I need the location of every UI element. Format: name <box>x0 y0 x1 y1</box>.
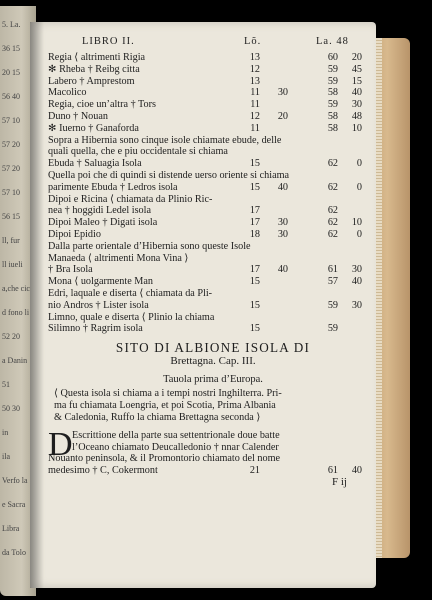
place-name: † Bra Isola <box>48 264 93 276</box>
coordinate-value: 58 <box>327 122 338 134</box>
table-row <box>48 194 378 206</box>
place-name: Sopra a Hibernia sono cinque isole chiamate ebude, delle <box>48 134 282 146</box>
facing-page-text: Verfo la <box>2 476 28 485</box>
coordinate-value: 13 <box>249 52 260 63</box>
table-row <box>48 64 378 76</box>
place-name: Dipoi e Ricina ⟨ chiamata da Plinio Ric- <box>48 193 213 205</box>
facing-page-text: 50 30 <box>2 404 20 413</box>
facing-page-text: 57 20 <box>2 140 20 149</box>
table-row <box>48 229 378 241</box>
place-name: Labero † Amprestom <box>48 75 135 87</box>
coordinate-value: 40 <box>351 465 362 477</box>
description-line-text: medesimo † C, Cokermont <box>48 465 158 477</box>
place-name: Duno † Nouan <box>48 110 108 122</box>
table-row <box>48 52 378 64</box>
table-row <box>48 99 378 111</box>
coordinate-value: 62 <box>327 228 338 240</box>
coordinate-value: 62 <box>327 205 338 217</box>
coordinate-table-3 <box>48 217 378 241</box>
table-row <box>48 76 378 88</box>
facing-page-text: 20 15 <box>2 68 20 77</box>
facing-page-text: ll iueli <box>2 260 23 269</box>
gutter-shadow <box>30 22 44 588</box>
coordinate-value: 60 <box>327 52 338 63</box>
coordinate-value: 15 <box>249 158 260 170</box>
coordinate-value: 17 <box>249 205 260 217</box>
coordinate-value: 30 <box>351 264 362 276</box>
coordinate-value: 11 <box>250 87 260 99</box>
coordinate-value: 11 <box>250 99 260 111</box>
coordinate-value: 21 <box>249 465 260 477</box>
coordinate-value: 0 <box>356 158 362 170</box>
place-name: nea † hoggidi Ledel isola <box>48 205 151 217</box>
coordinate-value: 40 <box>351 87 362 99</box>
facing-page-text: Libra <box>2 524 20 533</box>
running-header <box>48 36 378 50</box>
coordinate-value: 11 <box>250 122 260 134</box>
table-row <box>48 300 378 312</box>
signature-mark: F ij <box>332 475 347 488</box>
facing-page-text: 5. La. <box>2 20 21 29</box>
table-row <box>48 123 378 135</box>
place-name: Regia ⟨ altrimenti Rigia <box>48 52 146 63</box>
chapter-intro <box>48 388 378 423</box>
coordinate-value: 59 <box>327 99 338 111</box>
coordinate-value: 20 <box>277 110 288 122</box>
facing-page-text: ll, fur <box>2 236 20 245</box>
intro-line: & Caledonia, Ruffo la chiama Brettagna seconda ⟩ <box>54 411 261 423</box>
facing-page-text: 36 15 <box>2 44 20 53</box>
chapter-subtitle: Brettagna. Cap. III. <box>170 355 256 368</box>
table-row <box>48 170 378 182</box>
facing-page-text: 57 10 <box>2 116 20 125</box>
coordinate-value: 17 <box>249 217 260 229</box>
facing-page-text: e Sacra <box>2 500 26 509</box>
table-row <box>48 253 378 265</box>
coordinate-value: 30 <box>277 87 288 99</box>
table-row <box>48 205 378 217</box>
facing-page-text: 57 20 <box>2 164 20 173</box>
facing-page-text: 52 20 <box>2 332 20 341</box>
facing-page-text: 56 15 <box>2 212 20 221</box>
coordinate-value: 61 <box>327 465 338 477</box>
coordinate-value: 13 <box>249 75 260 87</box>
place-name: Limno, quale e diserta ⟨ Plinio la chiama <box>48 311 215 323</box>
header-la: La. 48 <box>316 36 349 47</box>
place-name: Manaeda ⟨ altrimenti Mona Vina ⟩ <box>48 252 189 264</box>
facing-page-text: 57 10 <box>2 188 20 197</box>
tavola-heading: Tauola prima d’Europa. <box>163 373 263 385</box>
paragraph-eastern-isles <box>48 241 378 265</box>
coordinate-value: 30 <box>277 217 288 229</box>
coordinate-value: 59 <box>327 75 338 87</box>
paragraph-ricina <box>48 194 378 218</box>
coordinate-value: 58 <box>327 87 338 99</box>
place-name: Quella poi che di quindi si distende uerso oriente si chiama <box>48 169 290 181</box>
description-line <box>48 465 378 477</box>
coordinate-value: 59 <box>327 63 338 75</box>
intro-line: ⟨ Questa isola si chiama a i tempi nostri Inghilterra. Pri- <box>54 388 282 400</box>
coordinate-value: 40 <box>277 181 288 193</box>
coordinate-value: 30 <box>351 99 362 111</box>
table-row <box>48 288 378 300</box>
description-block <box>48 425 378 477</box>
facing-page-text: 51 <box>2 380 10 389</box>
coordinate-value: 15 <box>351 75 362 87</box>
coordinate-value: 57 <box>327 276 338 288</box>
table-row <box>48 264 378 276</box>
table-row <box>48 241 378 253</box>
paragraph-ebude <box>48 135 378 159</box>
coordinate-value: 62 <box>327 181 338 193</box>
coordinate-value: 12 <box>249 63 260 75</box>
coordinate-value: 15 <box>249 181 260 193</box>
paragraph-ebuda <box>48 170 378 194</box>
intro-line: ma fu chiamata Loengria, et poi Scotia, Prima Albania <box>54 400 276 412</box>
facing-page-text: a,che cic <box>2 284 30 293</box>
facing-page-text: in <box>2 428 9 437</box>
coordinate-value: 45 <box>351 63 362 75</box>
table-row <box>48 146 378 158</box>
coordinate-value: 40 <box>277 264 288 276</box>
coordinate-value: 48 <box>351 110 362 122</box>
coordinate-value: 15 <box>249 276 260 288</box>
paragraph-edri <box>48 288 378 312</box>
description-line <box>48 453 378 465</box>
table-row <box>48 135 378 147</box>
place-name: Dipoi Maleo † Digati isola <box>48 217 158 229</box>
table-row <box>48 87 378 99</box>
place-name: Regia, cioe un’altra † Tors <box>48 99 157 111</box>
facing-page-text: a Danin <box>2 356 28 365</box>
coordinate-value: 15 <box>249 299 260 311</box>
description-line-text: Nouanto peninsola, & il Promontorio chiamato del nome <box>48 453 281 465</box>
facing-page-text: da Tolo <box>2 548 26 557</box>
coordinate-value: 62 <box>327 217 338 229</box>
place-name: Ebuda † Saluagia Isola <box>48 158 142 170</box>
description-text <box>48 425 378 477</box>
description-line <box>72 442 378 454</box>
place-name: ✻ Iuerno † Ganaforda <box>48 122 139 134</box>
table-row <box>48 217 378 229</box>
coordinate-value: 59 <box>327 299 338 311</box>
description-line-text: Escrittione della parte sua settentrionale doue batte <box>72 429 280 441</box>
coordinate-value: 62 <box>327 158 338 170</box>
place-name: nio Andros † Lister isola <box>48 299 149 311</box>
coordinate-value: 30 <box>351 299 362 311</box>
place-name: parimente Ebuda † Ledros isola <box>48 181 178 193</box>
coordinate-value: 59 <box>327 323 338 335</box>
coordinate-value: 10 <box>351 217 362 229</box>
page-content <box>48 36 378 491</box>
table-row <box>48 323 378 335</box>
table-row <box>48 111 378 123</box>
place-name: Dipoi Epidio <box>48 228 101 240</box>
coordinate-table-4 <box>48 264 378 288</box>
coordinate-value: 58 <box>327 110 338 122</box>
coordinate-table-1 <box>48 52 378 135</box>
place-name: Mona ⟨ uolgarmente Man <box>48 276 153 288</box>
chapter-title: SITO DI ALBIONE ISOLA DI <box>115 340 311 356</box>
coordinate-value: 0 <box>356 181 362 193</box>
paragraph-limno <box>48 312 378 336</box>
coordinate-table-2 <box>48 158 378 170</box>
coordinate-value: 18 <box>249 228 260 240</box>
header-book: LIBRO II. <box>82 36 135 47</box>
description-line-text: l’Oceano chiamato Deucalledonio † nnar Calender <box>72 441 279 453</box>
coordinate-value: 12 <box>249 110 260 122</box>
description-line <box>72 430 378 442</box>
place-name: Silimno † Ragrim isola <box>48 323 143 335</box>
coordinate-value: 0 <box>356 228 362 240</box>
table-row <box>48 312 378 324</box>
place-name: Macolico <box>48 87 87 99</box>
facing-page-text: d fono li <box>2 308 30 317</box>
coordinate-value: 30 <box>277 228 288 240</box>
place-name: Edri, laquale e diserta ⟨ chiamata da Pli- <box>48 287 213 299</box>
header-lo: Lõ. <box>244 36 262 47</box>
facing-page-text: ila <box>2 452 10 461</box>
place-name: quali quella, che e piu occidentale si chiama <box>48 146 228 158</box>
table-row <box>48 158 378 170</box>
drop-cap: D <box>48 425 73 463</box>
coordinate-value: 15 <box>249 323 260 335</box>
coordinate-value: 17 <box>249 264 260 276</box>
place-name: ✻ Rheba † Reibg citta <box>48 63 140 75</box>
table-row <box>48 182 378 194</box>
table-row <box>48 276 378 288</box>
place-name: Dalla parte orientale d’Hibernia sono queste Isole <box>48 240 251 252</box>
coordinate-value: 10 <box>351 122 362 134</box>
facing-page-text: 56 40 <box>2 92 20 101</box>
coordinate-value: 61 <box>327 264 338 276</box>
coordinate-value: 20 <box>351 52 362 63</box>
coordinate-value: 40 <box>351 276 362 288</box>
